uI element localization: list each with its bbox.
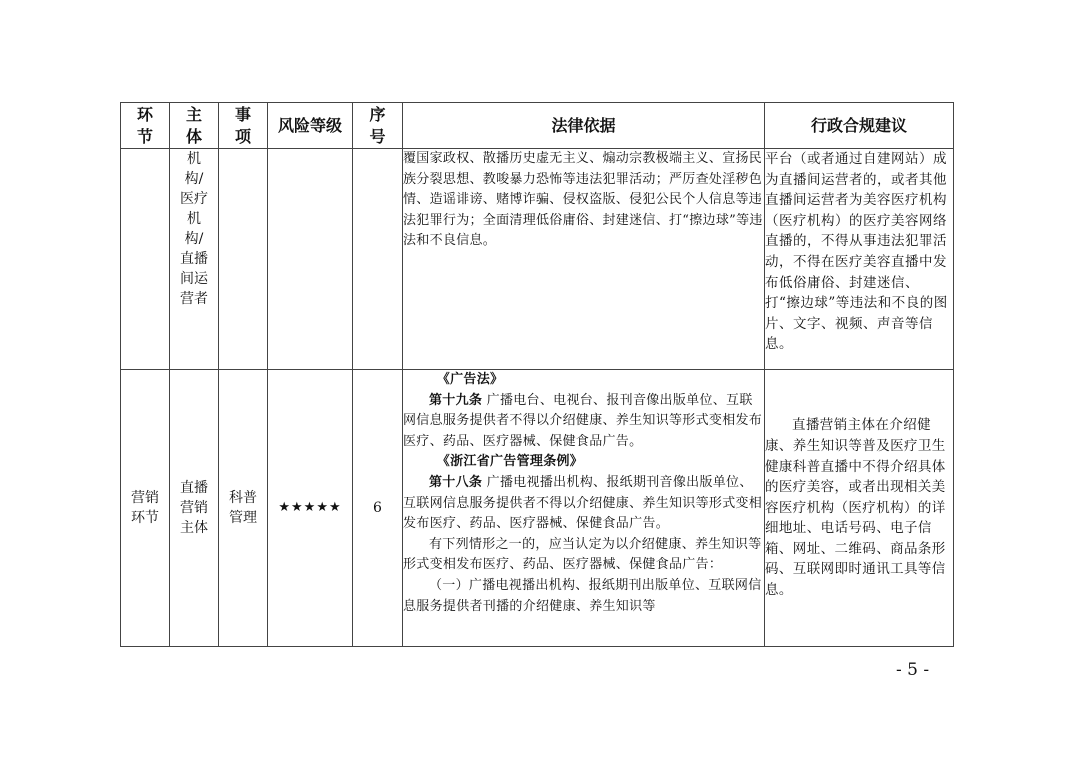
row1-stage (121, 149, 170, 370)
row1-advice: 平台（或者通过自建网站）成为直播间运营者的，或者其他直播间运营者为美容医疗机构（医疗机构）的医疗美容网络直播的，不得从事违法犯罪活动，不得在医疗美容直播中发布低俗庸俗、封建迷信、打“擦边球”等违法和不良的图片、文字、视频、声音等信息。 (765, 149, 954, 370)
row2-stage-text: 营销环节 (131, 490, 159, 526)
header-seq: 序号 (353, 103, 403, 149)
row2-subject (170, 370, 219, 647)
table-header-row (121, 103, 954, 149)
compliance-table (120, 102, 954, 647)
row1-seq (353, 149, 403, 370)
row1-subject-text: 机构/医疗机构/直播间运营者 (180, 151, 208, 307)
law-title-zhejiang: 《浙江省广告管理条例》 (436, 454, 584, 470)
row1-subject (170, 149, 219, 370)
row2-risk-stars: ★★★★★ (268, 370, 353, 647)
row1-item (219, 149, 268, 370)
row2-subject-text: 直播营销主体 (180, 480, 208, 536)
row2-item-text: 科普管理 (229, 490, 257, 526)
header-legal-basis: 法律依据 (403, 103, 765, 149)
row2-item (219, 370, 268, 647)
row2-seq: 6 (353, 370, 403, 647)
row2-legal-basis (403, 370, 765, 647)
paragraph-circumstances: 有下列情形之一的，应当认定为以介绍健康、养生知识等形式变相发布医疗、药品、医疗器械、保健食品广告： (403, 536, 762, 573)
header-stage: 环节 (121, 103, 170, 149)
table-row (121, 149, 954, 370)
article-18-head: 第十八条 (429, 474, 483, 490)
row1-legal-basis: 覆国家政权、散播历史虚无主义、煽动宗教极端主义、宣扬民族分裂思想、教唆暴力恐怖等违法犯罪活动；严厉查处淫秽色情、造谣诽谤、赌博诈骗、侵权盗版、侵犯公民个人信息等违法犯罪行为；全面清理低俗庸俗、封建迷信、打“擦边球”等违法和不良信息。 (403, 149, 765, 370)
article-18-text: 广播电视播出机构、报纸期刊音像出版单位、互联网信息服务提供者不得以介绍健康、养生知识等形式变相发布医疗、药品、医疗器械、保健食品广告。 (403, 474, 763, 532)
header-risk-level: 风险等级 (268, 103, 353, 149)
header-item: 事项 (219, 103, 268, 149)
page-number: - 5 - (896, 660, 930, 680)
table-row (121, 370, 954, 647)
article-19-text: 广播电台、电视台、报刊音像出版单位、互联网信息服务提供者不得以介绍健康、养生知识等形式变相发布医疗、药品、医疗器械、保健食品广告。 (403, 392, 763, 449)
row2-advice-text: 直播营销主体在介绍健康、养生知识等普及医疗卫生健康科普直播中不得介绍具体的医疗美容，或者出现相关美容医疗机构（医疗机构）的详细地址、电话号码、电子信箱、网址、二维码、商品条形码、互联网即时通讯工具等信息。 (765, 417, 946, 599)
row2-advice (765, 370, 954, 647)
article-19-head: 第十九条 (429, 392, 483, 408)
law-title-advertising: 《广告法》 (436, 372, 504, 387)
row2-stage (121, 370, 170, 647)
row1-risk (268, 149, 353, 370)
header-advice: 行政合规建议 (765, 103, 954, 149)
paragraph-item-one: （一）广播电视播出机构、报纸期刊出版单位、互联网信息服务提供者刊播的介绍健康、养生知识等 (403, 577, 762, 614)
header-subject: 主体 (170, 103, 219, 149)
